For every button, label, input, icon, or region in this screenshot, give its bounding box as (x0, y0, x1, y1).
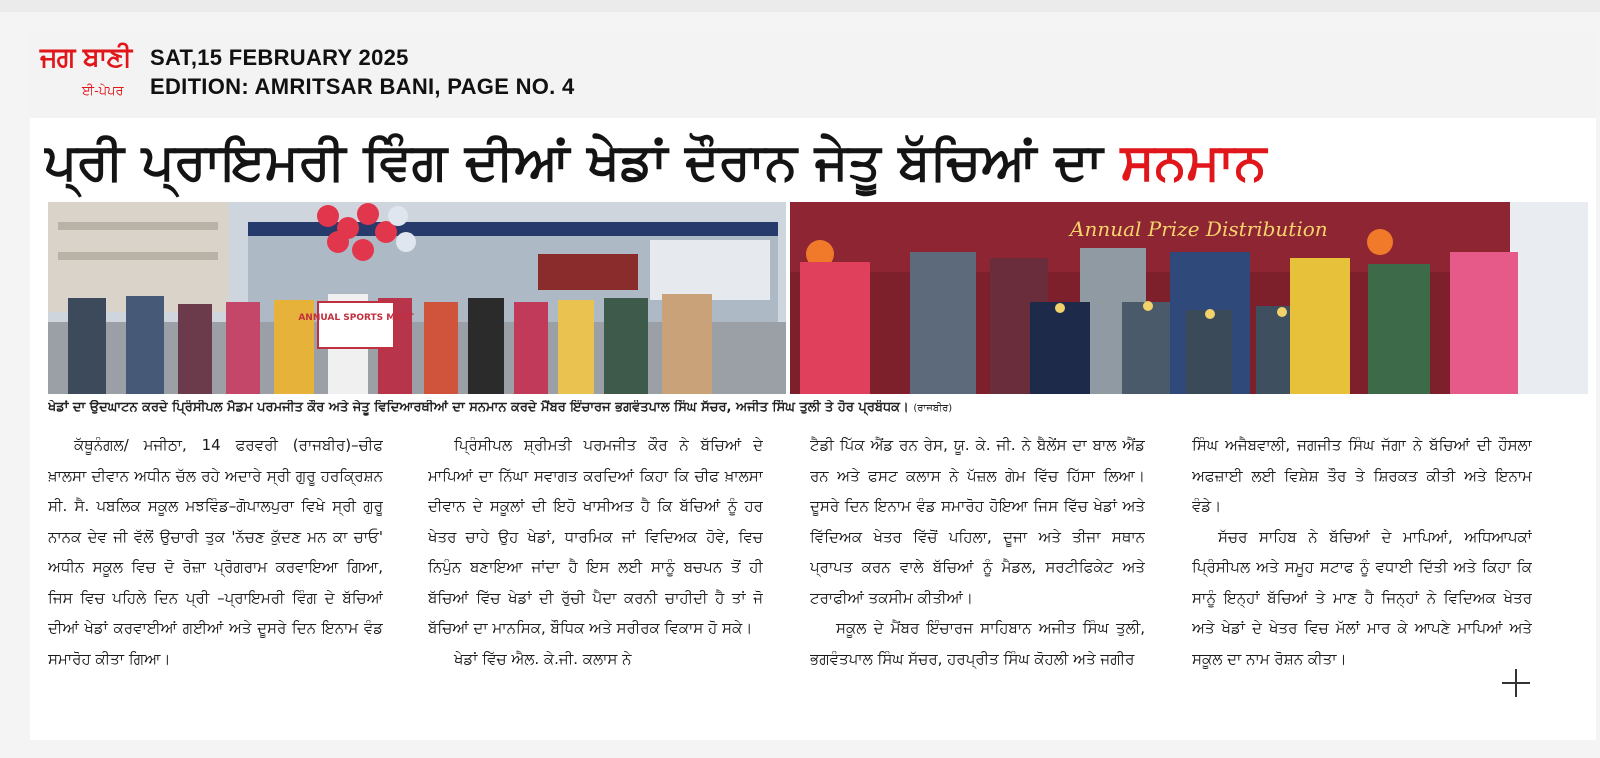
edition-date: SAT,15 FEBRUARY 2025 (150, 45, 409, 70)
article-photos (48, 202, 1588, 394)
photo-sports-inauguration-image (48, 202, 786, 394)
paragraph: ਸੱਚਰ ਸਾਹਿਬ ਨੇ ਬੱਚਿਆਂ ਦੇ ਮਾਪਿਆਂ, ਅਧਿਆਪਕਾਂ ਪ੍ਰਿੰਸੀਪਲ ਅਤੇ ਸਮੂਹ ਸਟਾਫ ਨੂੰ ਵਧਾਈ ਦਿੱਤੀ ਅਤੇ ਕਿਹਾ ਕਿ ਸਾਨੂੰ ਇਨ੍ਹਾਂ ਬੱਚਿਆਂ ਤੇ ਮਾਣ ਹੈ ਜਿਨ੍ਹਾਂ ਨੇ ਵਿਦਿਅਕ ਖੇਤਰ ਅਤੇ ਖੇਡਾਂ ਦੇ ਖੇਤਰ ਵਿਚ ਮੱਲਾਂ ਮਾਰ ਕੇ ਆਪਣੇ ਮਾਪਿਆਂ ਅਤੇ ਸਕੂਲ ਦਾ ਨਾਮ ਰੋਸ਼ਨ ਕੀਤਾ। (1192, 527, 1532, 668)
article-column-4 (1192, 430, 1532, 730)
viewer-top-bar (0, 0, 1600, 12)
paragraph: ਪ੍ਰਿੰਸੀਪਲ ਸ਼੍ਰੀਮਤੀ ਪਰਮਜੀਤ ਕੌਰ ਨੇ ਬੱਚਿਆਂ ਦੇ ਮਾਪਿਆਂ ਦਾ ਨਿੱਘਾ ਸਵਾਗਤ ਕਰਦਿਆਂ ਕਿਹਾ ਕਿ ਚੀਫ ਖ਼ਾਲਸਾ ਦੀਵਾਨ ਦੇ ਸਕੂਲਾਂ ਦੀ ਇਹੋ ਖਾਸੀਅਤ ਹੈ ਕਿ ਬੱਚਿਆਂ ਨੂੰ ਹਰ ਖੇਤਰ ਚਾਹੇ ਉਹ ਖੇਡਾਂ, ਧਾਰਮਿਕ ਜਾਂ ਵਿਦਿਅਕ ਹੋਵੇ, ਵਿਚ ਨਿਪੁੰਨ ਬਣਾਇਆ ਜਾਂਦਾ ਹੈ ਇਸ ਲਈ ਸਾਨੂੰ ਬਚਪਨ ਤੋਂ ਹੀ ਬੱਚਿਆਂ ਵਿੱਚ ਖੇਡਾਂ ਦੀ ਰੁੱਚੀ ਪੈਦਾ ਕਰਨੀ ਚਾਹੀਦੀ ਹੈ ਤਾਂ ਜੋ ਬੱਚਿਆਂ ਦਾ ਮਾਨਸਿਕ, ਬੌਧਿਕ ਅਤੇ ਸਰੀਰਕ ਵਿਕਾਸ ਹੋ ਸਕੇ। (428, 436, 763, 637)
paragraph: ਟੈਡੀ ਪਿੱਕ ਐਂਡ ਰਨ ਰੇਸ, ਯੂ. ਕੇ. ਜੀ. ਨੇ ਬੈਲੇਂਸ ਦਾ ਬਾਲ ਐਂਡ ਰਨ ਅਤੇ ਫਸਟ ਕਲਾਸ ਨੇ ਪੱਜ਼ਲ ਗੇਮ ਵਿੱਚ ਹਿੱਸਾ ਲਿਆ। ਦੂਸਰੇ ਦਿਨ ਇਨਾਮ ਵੰਡ ਸਮਾਰੋਹ ਹੋਇਆ ਜਿਸ ਵਿੱਚ ਖੇਡਾਂ ਅਤੇ ਵਿੱਦਿਅਕ ਖੇਤਰ ਵਿੱਚੋਂ ਪਹਿਲਾ, ਦੂਜਾ ਅਤੇ ਤੀਜਾ ਸਥਾਨ ਪ੍ਰਾਪਤ ਕਰਨ ਵਾਲੇ ਬੱਚਿਆਂ ਨੂੰ ਮੈਡਲ, ਸਰਟੀਫਿਕੇਟ ਅਤੇ ਟਰਾਫੀਆਂ ਤਕਸੀਮ ਕੀਤੀਆਂ। (810, 436, 1145, 607)
logo-title: ਜਗ ਬਾਣੀ (40, 42, 132, 73)
headline-text: ਪ੍ਰੀ ਪ੍ਰਾਇਮਰੀ ਵਿੰਗ ਦੀਆਂ ਖੇਡਾਂ ਦੌਰਾਨ ਜੇਤੂ ਬੱਚਿਆਂ ਦਾ (44, 133, 1121, 192)
photo-caption (48, 400, 1588, 422)
photo-prize-distribution-image (790, 202, 1588, 394)
prize-banner-label: Annual Prize Distribution (1070, 217, 1328, 241)
sports-banner-label: ANNUAL SPORTS MEET (298, 313, 414, 323)
article-column-1 (48, 430, 383, 730)
caption-credit: (ਰਾਜਬੀਰ) (913, 403, 953, 414)
paragraph: ਸਕੂਲ ਦੇ ਮੈਂਬਰ ਇੰਚਾਰਜ ਸਾਹਿਬਾਨ ਅਜੀਤ ਸਿੰਘ ਤੁਲੀ, ਭਗਵੰਤਪਾਲ ਸਿੰਘ ਸੱਚਰ, ਹਰਪ੍ਰੀਤ ਸਿੰਘ ਕੋਹਲੀ ਅਤੇ ਜਗੀਰ (810, 619, 1145, 668)
paragraph: ਸਿੰਘ ਅਜੈਬਵਾਲੀ, ਜਗਜੀਤ ਸਿੰਘ ਜੱਗਾ ਨੇ ਬੱਚਿਆਂ ਦੀ ਹੌਸਲਾ ਅਫਜ਼ਾਈ ਲਈ ਵਿਸ਼ੇਸ਼ ਤੌਰ ਤੇ ਸ਼ਿਰਕਤ ਕੀਤੀ ਅਤੇ ਇਨਾਮ ਵੰਡੇ। (1192, 436, 1532, 515)
headline-highlight: ਸਨਮਾਨ (1120, 133, 1267, 192)
logo-subtitle: ਈ-ਪੇਪਰ (82, 84, 124, 99)
masthead (30, 30, 1596, 118)
epaper-page (30, 30, 1596, 740)
caption-text: ਖੇਡਾਂ ਦਾ ਉਦਘਾਟਨ ਕਰਦੇ ਪ੍ਰਿੰਸੀਪਲ ਮੈਡਮ ਪਰਮਜੀਤ ਕੌਰ ਅਤੇ ਜੇਤੂ ਵਿਦਿਆਰਥੀਆਂ ਦਾ ਸਨਮਾਨ ਕਰਦੇ ਮੈਂਬਰ ਇੰਚਾਰਜ ਭਗਵੰਤਪਾਲ ਸਿੰਘ ਸੱਚਰ, ਅਜੀਤ ਸਿੰਘ ਤੁਲੀ ਤੇ ਹੋਰ ਪ੍ਰਬੰਧਕ। (48, 400, 909, 415)
article-column-2 (428, 430, 763, 730)
article-column-3 (810, 430, 1145, 730)
edition-info: EDITION: AMRITSAR BANI, PAGE NO. 4 (150, 74, 575, 99)
photo-prize-distribution[interactable] (790, 202, 1588, 394)
photo-sports-inauguration[interactable] (48, 202, 786, 394)
article-headline (44, 126, 1584, 200)
paragraph: ਕੱਥੂਨੰਗਲ/ ਮਜੀਠਾ, 14 ਫਰਵਰੀ (ਰਾਜਬੀਰ)–ਚੀਫ ਖ਼ਾਲਸਾ ਦੀਵਾਨ ਅਧੀਨ ਚੱਲ ਰਹੇ ਅਦਾਰੇ ਸ੍ਰੀ ਗੁਰੂ ਹਰਕ੍ਰਿਸ਼ਨ ਸੀ. ਸੈ. ਪਬਲਿਕ ਸਕੂਲ ਮਝਵਿੰਡ–ਗੋਪਾਲਪੁਰਾ ਵਿਖੇ ਸ੍ਰੀ ਗੁਰੂ ਨਾਨਕ ਦੇਵ ਜੀ ਵੱਲੋਂ ਉਚਾਰੀ ਤੁਕ 'ਨੱਚਣ ਕੁੱਦਣ ਮਨ ਕਾ ਚਾਓ' ਅਧੀਨ ਸਕੂਲ ਵਿਚ ਦੋ ਰੋਜ਼ਾ ਪ੍ਰੋਗਰਾਮ ਕਰਵਾਇਆ ਗਿਆ, ਜਿਸ ਵਿਚ ਪਹਿਲੇ ਦਿਨ ਪ੍ਰੀ –ਪ੍ਰਾਇਮਰੀ ਵਿੰਗ ਦੇ ਬੱਚਿਆਂ ਦੀਆਂ ਖੇਡਾਂ ਕਰਵਾਈਆਂ ਗਈਆਂ ਅਤੇ ਦੂਸਰੇ ਦਿਨ ਇਨਾਮ ਵੰਡ ਸਮਾਰੋਹ ਕੀਤਾ ਗਿਆ। (48, 436, 383, 668)
jagbani-logo (40, 42, 140, 112)
paragraph: ਖੇਡਾਂ ਵਿੱਚ ਐਲ. ਕੇ.ਜੀ. ਕਲਾਸ ਨੇ (454, 649, 632, 668)
plus-icon[interactable] (1498, 665, 1534, 701)
